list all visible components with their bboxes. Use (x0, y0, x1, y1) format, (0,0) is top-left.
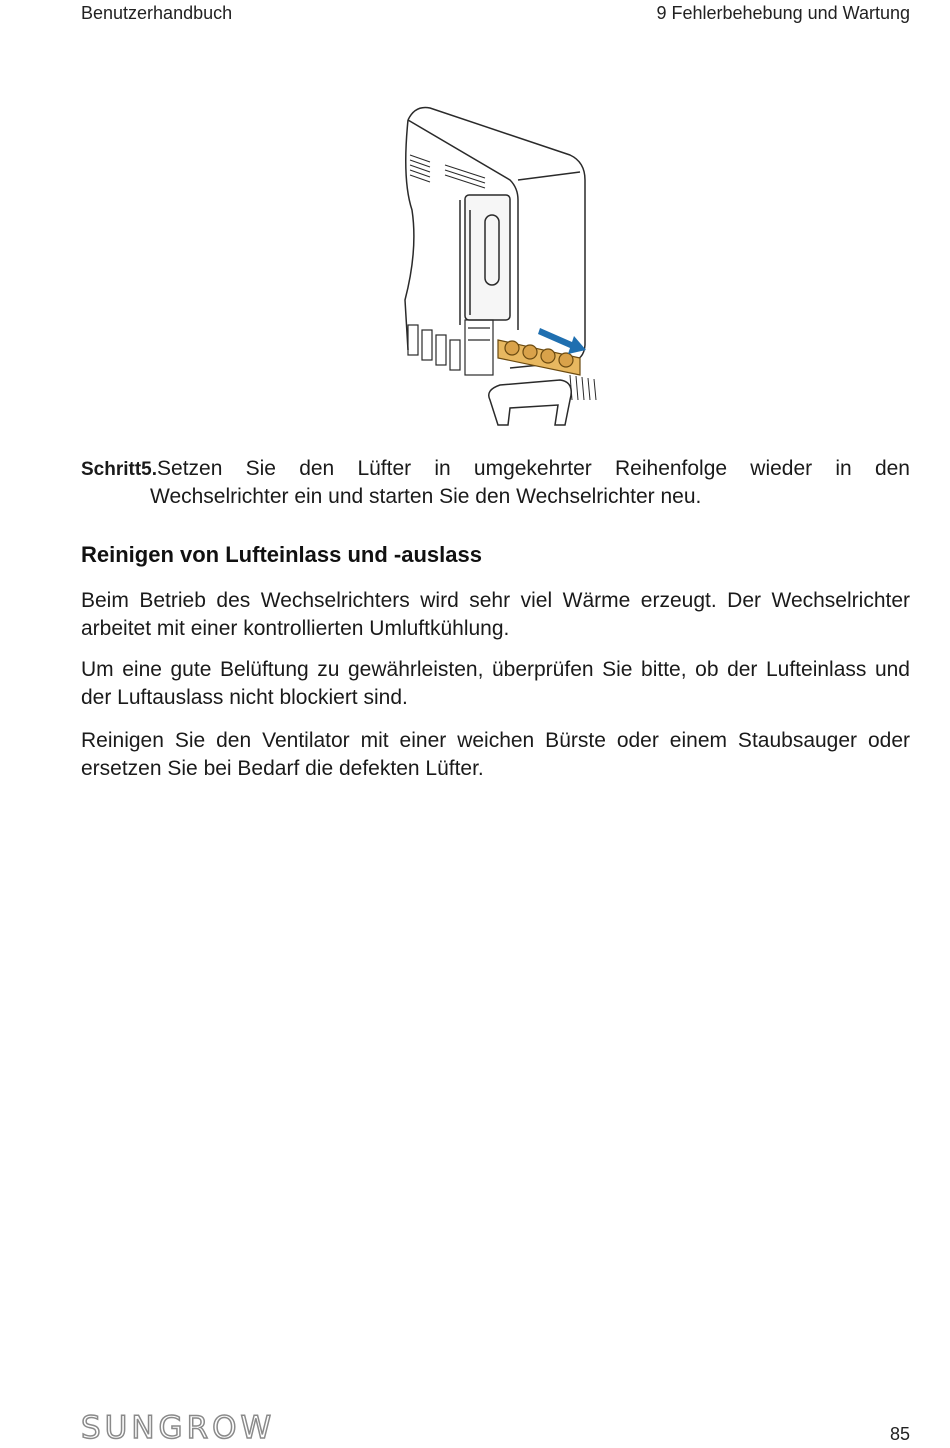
paragraph: Um eine gute Belüftung zu gewährleisten, überprüfen Sie bitte, ob der Lufteinlass und der Luftauslass nicht blockiert sind. (81, 658, 910, 709)
step-word: wieder (750, 457, 813, 480)
step-text-line2: Wechselrichter ein und starten Sie den Wechselrichter neu. (150, 485, 702, 508)
step-label: Schritt5. (81, 459, 158, 480)
step-word: den (874, 457, 910, 480)
step-word: in (434, 457, 451, 480)
sungrow-logo: SUNGROW (81, 1410, 276, 1446)
paragraph: Reinigen Sie den Ventilator mit einer weichen Bürste oder einem Staubsauger oder ersetzen Sie bei Bedarf die defekten Lüfter. (81, 729, 910, 780)
step-word: Sie (245, 457, 276, 480)
page-number: 85 (889, 1424, 910, 1444)
header-left: Benutzerhandbuch (81, 3, 233, 23)
step-word: Reihenfolge (615, 457, 728, 480)
step-word: in (835, 457, 852, 480)
step-word: den (299, 457, 335, 480)
section-title: Reinigen von Lufteinlass und -auslass (81, 542, 482, 567)
step-word: Setzen (157, 457, 223, 480)
header-right: 9 Fehlerbehebung und Wartung (656, 3, 910, 23)
step-word: umgekehrter (473, 457, 592, 480)
step-word: Lüfter (357, 457, 412, 480)
inverter-fan-illustration (390, 100, 620, 435)
paragraph: Beim Betrieb des Wechselrichters wird sehr viel Wärme erzeugt. Der Wechselrichter arbeitet mit einer kontrollierten Umluftkühlung. (81, 589, 910, 640)
step-5 (81, 455, 910, 510)
